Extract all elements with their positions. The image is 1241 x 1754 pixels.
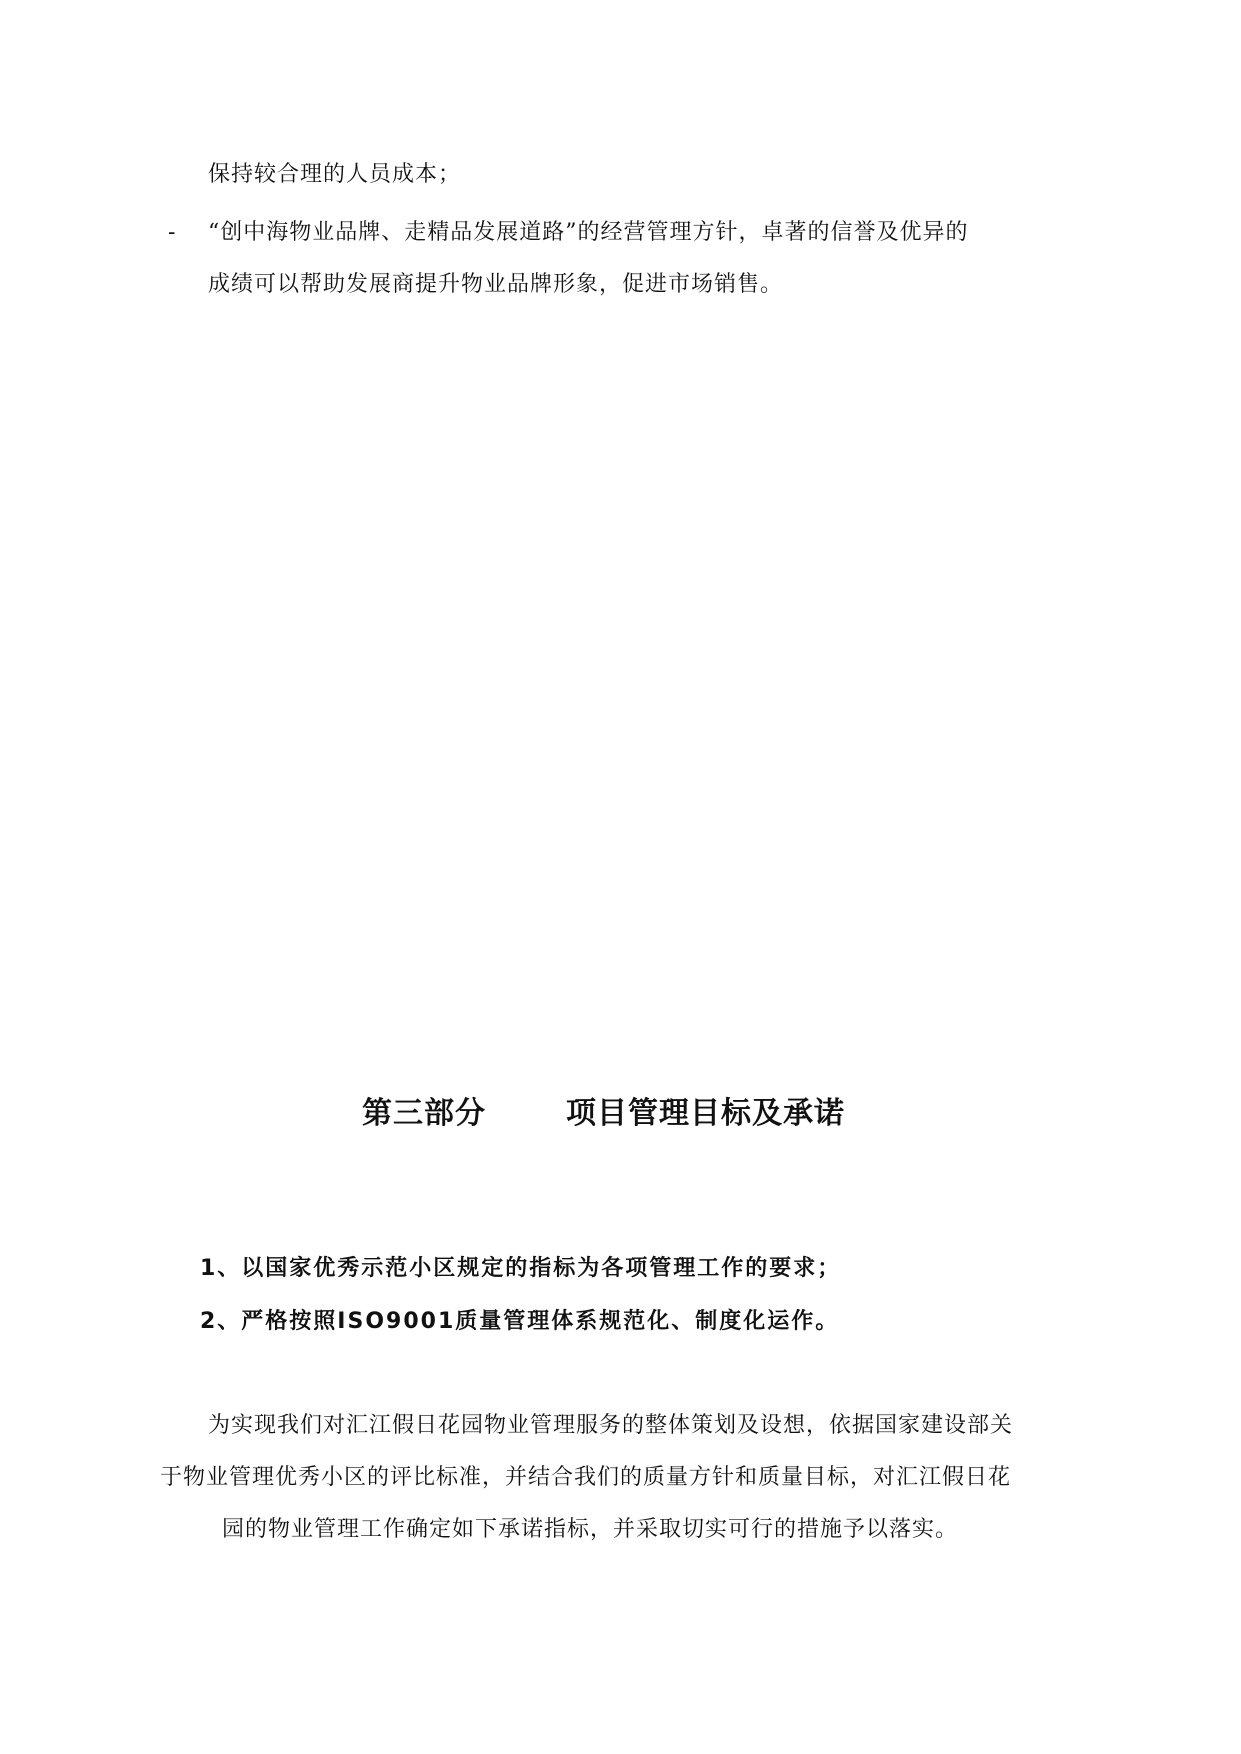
bullet-text-line: 成绩可以帮助发展商提升物业品牌形象，促进市场销售。 [208, 272, 784, 297]
paragraph-line: 园的物业管理工作确定如下承诺指标，并采取切实可行的措施予以落实。 [222, 1517, 959, 1542]
bullet-marker: - [168, 220, 176, 245]
paragraph-line: 为实现我们对汇江假日花园物业管理服务的整体策划及设想，依据国家建设部关 [208, 1413, 1014, 1438]
text-line: 保持较合理的人员成本； [208, 162, 462, 187]
bullet-text-line: “创中海物业品牌、走精品发展道路”的经营管理方针，卓著的信誉及优异的 [208, 220, 969, 245]
goal-item: 1、以国家优秀示范小区规定的指标为各项管理工作的要求； [200, 1256, 842, 1281]
part-label: 第三部分 [362, 1096, 486, 1131]
goal-item: 2、严格按照ISO9001质量管理体系规范化、制度化运作。 [200, 1309, 840, 1334]
paragraph-line: 于物业管理优秀小区的评比标准，并结合我们的质量方针和质量目标，对汇江假日花 [160, 1465, 1012, 1490]
part-title: 项目管理目标及承诺 [566, 1096, 845, 1131]
